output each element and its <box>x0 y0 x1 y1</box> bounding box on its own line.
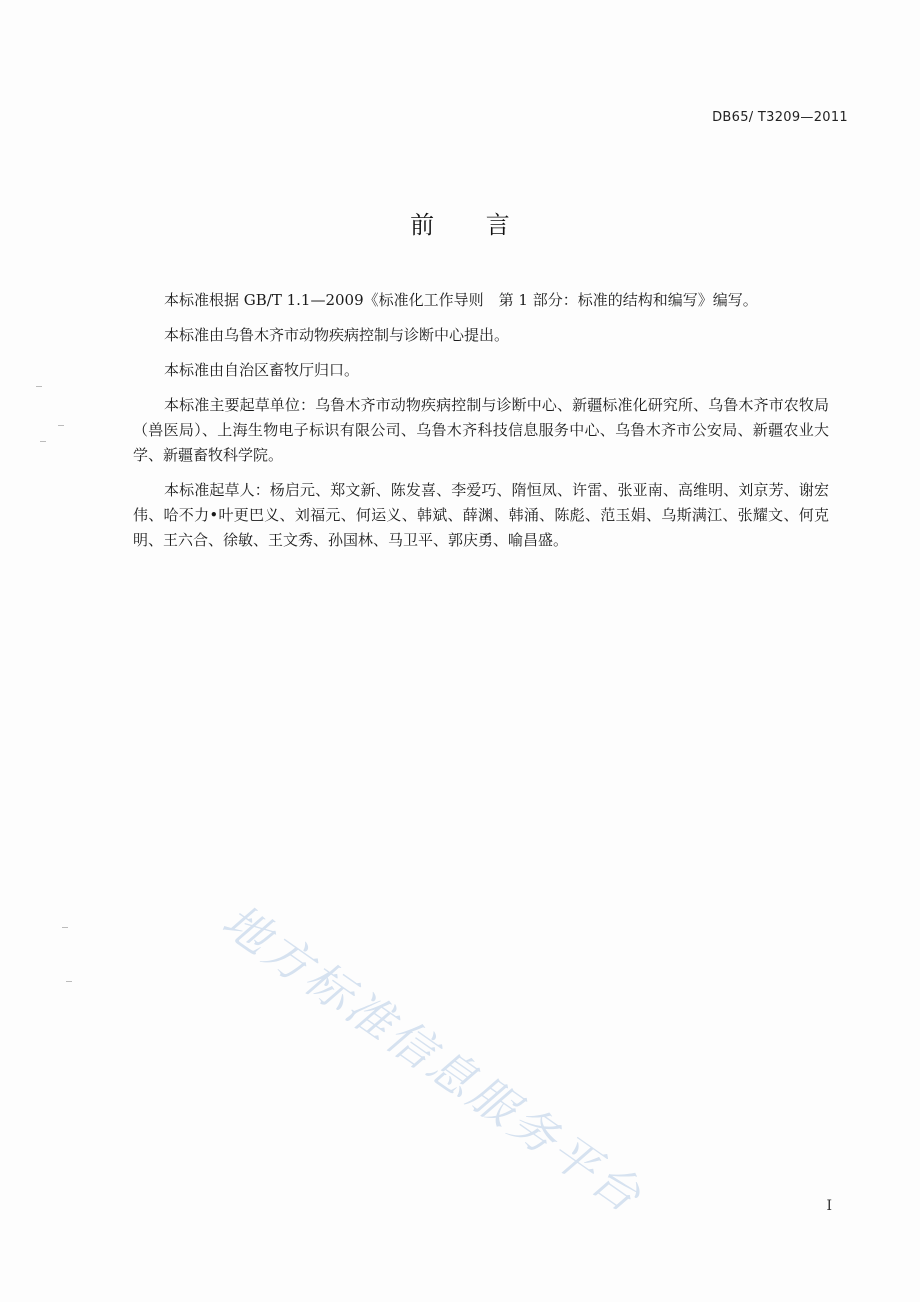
page-title: 前 言 <box>410 211 532 239</box>
paragraph-basis: 本标准根据 GB/T 1.1—2009《标准化工作导则 第 1 部分：标准的结构和编写》编写。 <box>164 291 758 309</box>
scan-speck <box>40 441 46 442</box>
scan-speck <box>36 386 42 387</box>
paragraph-proposer: 本标准由乌鲁木齐市动物疾病控制与诊断中心提出。 <box>164 326 510 344</box>
paragraph-drafters: 本标准起草人：杨启元、郑文新、陈发喜、李爱巧、隋恒凤、许雷、张亚南、高维明、刘京芳、谢宏伟、哈不力•叶更巴义、刘福元、何运义、韩斌、薛渊、韩涌、陈彪、范玉娟、乌斯满江、张耀文、何克明、王六合、徐敏、王文秀、孙国林、马卫平、郭庆勇、喻昌盛。 <box>133 481 829 549</box>
paragraph-drafting-units: 本标准主要起草单位：乌鲁木齐市动物疾病控制与诊断中心、新疆标准化研究所、乌鲁木齐市农牧局（兽医局）、上海生物电子标识有限公司、乌鲁木齐科技信息服务中心、乌鲁木齐市公安局、新疆农业大学、新疆畜牧科学院。 <box>133 396 829 464</box>
scan-speck <box>62 927 68 928</box>
scan-speck <box>66 981 72 982</box>
paragraph-administrator: 本标准由自治区畜牧厅归口。 <box>164 361 360 379</box>
document-code: DB65/ T3209—2011 <box>712 110 848 125</box>
watermark: 地方标准信息服务平台 <box>212 893 654 1225</box>
page-number: I <box>826 1198 832 1214</box>
scan-speck <box>58 425 64 426</box>
foreword-body <box>133 288 829 563</box>
